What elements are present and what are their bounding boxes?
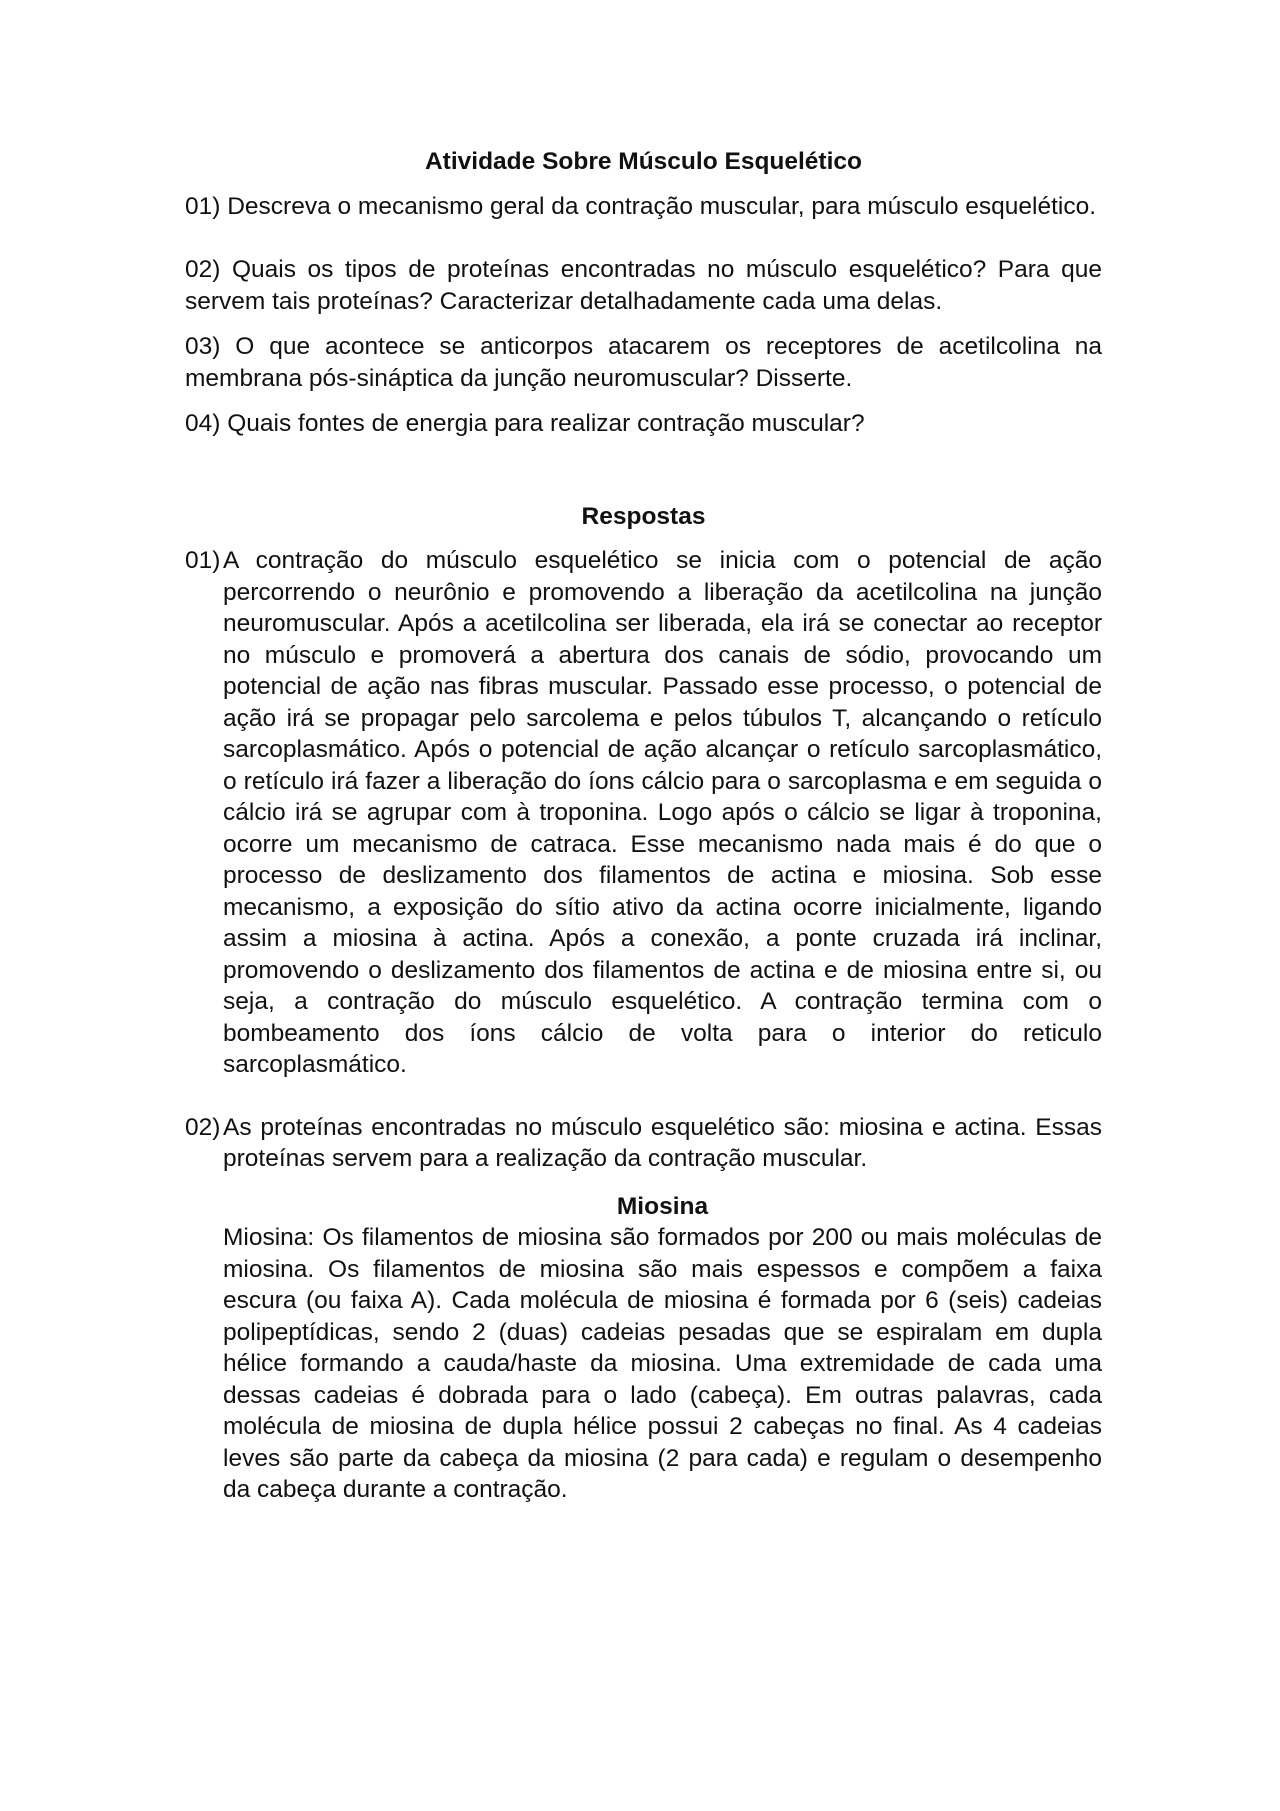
answer-02 [185, 1112, 1102, 1175]
answer-text: A contração do músculo esquelético se inicia com o potencial de ação percorrendo o neurônio e promovendo a liberação da acetilcolina na junção neuromuscular. Após a acetilcolina ser liberada, ela irá se conectar ao receptor no músculo e promoverá a abertura dos canais de sódio, provocando um potencial de ação nas fibras muscular. Passado esse processo, o potencial de ação irá se propagar pelo sarcolema e pelos túbulos T, alcançando o retículo sarcoplasmático. Após o potencial de ação alcançar o retículo sarcoplasmático, o retículo irá fazer a liberação do íons cálcio para o sarcoplasma e em seguida o cálcio irá se agrupar com à troponina. Logo após o cálcio se ligar à troponina, ocorre um mecanismo de catraca. Esse mecanismo nada mais é do que o processo de deslizamento dos filamentos de actina e miosina. Sob esse mecanismo, a exposição do sítio ativo da actina ocorre inicialmente, ligando assim a miosina à actina. Após a conexão, a ponte cruzada irá inclinar, promovendo o deslizamento dos filamentos de actina e de miosina entre si, ou seja, a contração do músculo esquelético. A contração termina com o bombeamento dos íons cálcio de volta para o interior do reticulo sarcoplasmático. [223, 547, 1102, 1078]
document-title: Atividade Sobre Músculo Esquelético [424, 148, 862, 175]
document-page [185, 146, 1102, 1506]
miosina-section [223, 1191, 1102, 1506]
question-01: 01) Descreva o mecanismo geral da contração muscular, para músculo esquelético. [185, 192, 1097, 220]
miosina-text: Miosina: Os filamentos de miosina são formados por 200 ou mais moléculas de miosina. Os filamentos de miosina são mais espessos e compõem a faixa escura (ou faixa A). Cada molécula de miosina é formada por 6 (seis) cadeias polipeptídicas, sendo 2 (duas) cadeias pesadas que se espiralam em dupla hélice formando a cauda/haste da miosina. Uma extremidade de cada uma dessas cadeias é dobrada para o lado (cabeça). Em outras palavras, cada molécula de miosina de dupla hélice possui 2 cabeças no final. As 4 cadeias leves são parte da cabeça da miosina (2 para cada) e regulam o desempenho da cabeça durante a contração. [223, 1224, 1102, 1503]
answers-title: Respostas [581, 502, 706, 530]
question-03: 03) O que acontece se anticorpos atacarem os receptores de acetilcolina na membrana pós-sináptica da junção neuromuscular? Disserte. [185, 333, 1102, 392]
answer-number: 01) [185, 547, 221, 574]
answer-text: As proteínas encontradas no músculo esquelético são: miosina e actina. Essas proteínas servem para a realização da contração muscular. [223, 1113, 1102, 1172]
question-04: 04) Quais fontes de energia para realizar contração muscular? [185, 410, 865, 437]
question-02: 02) Quais os tipos de proteínas encontradas no músculo esquelético? Para que servem tais proteínas? Caracterizar detalhadamente cada uma delas. [185, 256, 1102, 315]
answer-number: 02) [185, 1113, 221, 1141]
miosina-title: Miosina [616, 1192, 709, 1220]
answer-01 [185, 545, 1102, 1081]
